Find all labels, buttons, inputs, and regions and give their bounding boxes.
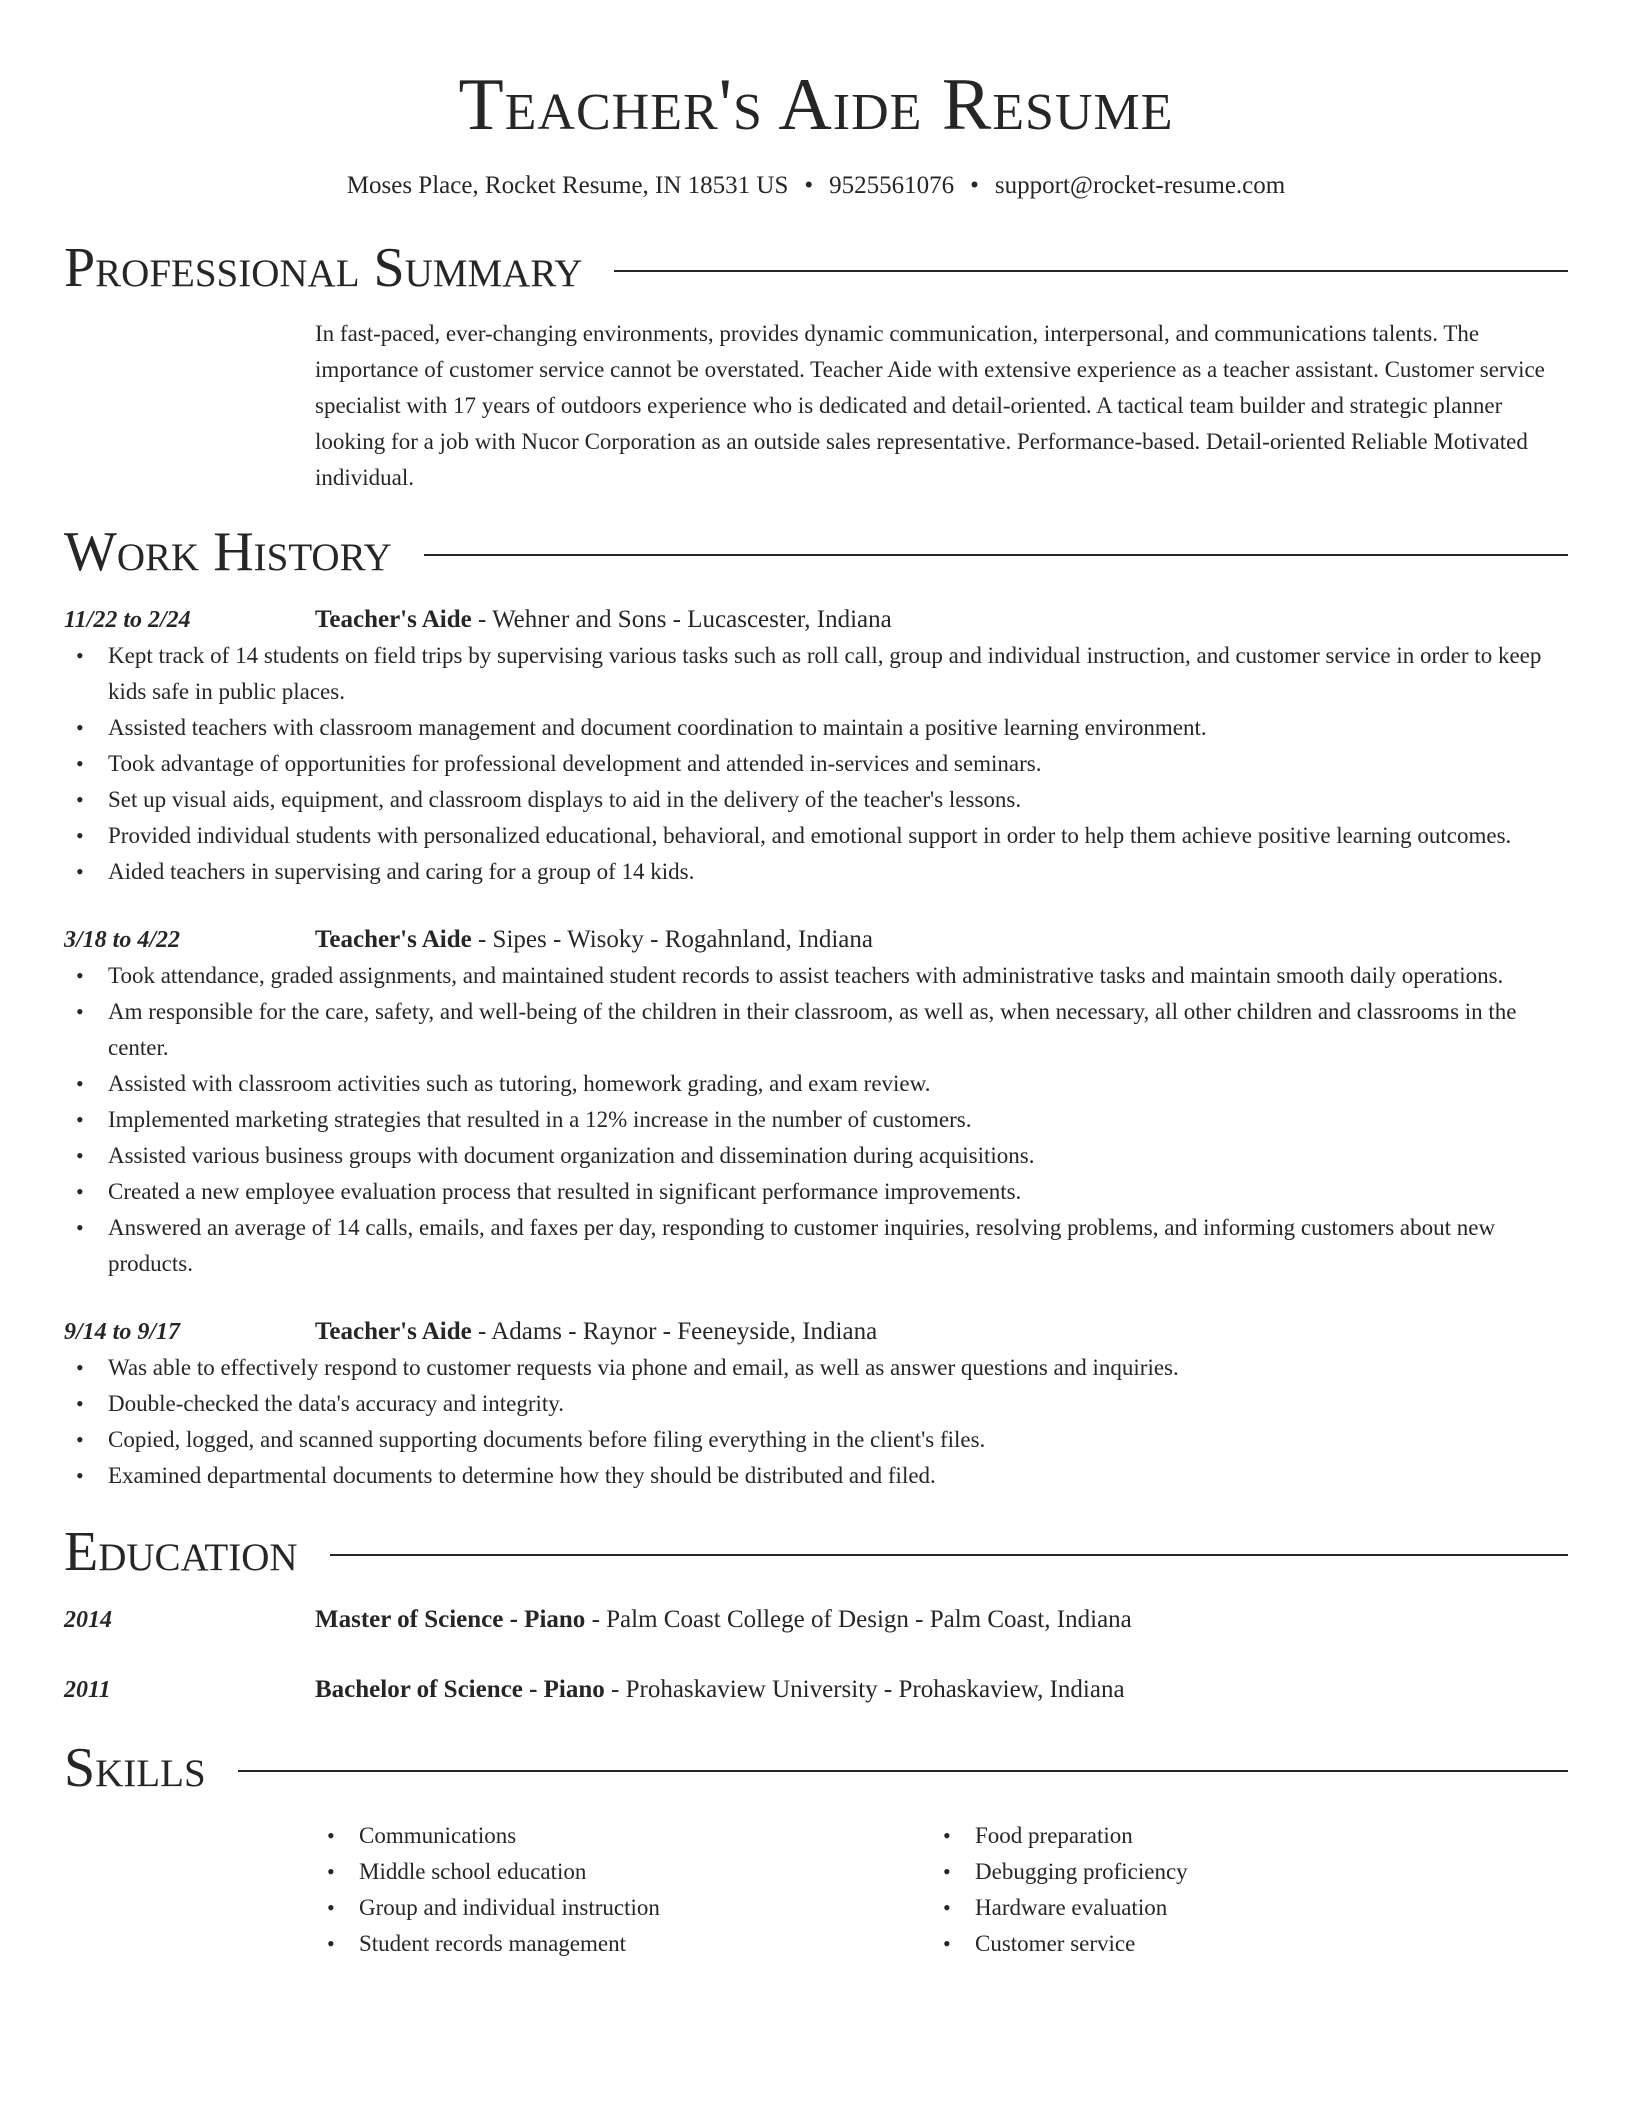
job-employer: - Adams - Raynor - Feeneyside, Indiana	[471, 1318, 878, 1345]
contact-separator: •	[804, 172, 814, 199]
list-item: • Took attendance, graded assignments, and maintained student records to assist teachers with administrative tasks and maintain smooth daily operations.	[64, 958, 1568, 994]
list-item: • Created a new employee evaluation process that resulted in significant performance improvements.	[64, 1174, 1568, 1210]
list-item: • Group and individual instruction	[315, 1890, 931, 1926]
list-item: • Double-checked the data's accuracy and integrity.	[64, 1386, 1568, 1422]
list-item: • Provided individual students with personalized educational, behavioral, and emotional support in order to help them achieve positive learning outcomes.	[64, 818, 1568, 854]
section-title-work: Work History	[64, 521, 392, 583]
list-item: • Food preparation	[931, 1818, 1547, 1854]
skills-list-right	[931, 1818, 1547, 1962]
section-divider	[330, 1554, 1568, 1556]
section-divider	[614, 270, 1568, 272]
education-year: 2011	[64, 1677, 111, 1703]
list-item: • Assisted teachers with classroom management and document coordination to maintain a positive learning environment.	[64, 710, 1568, 746]
education-heading	[315, 1672, 1125, 1708]
job-entry	[64, 922, 1568, 1282]
job-header	[64, 602, 1568, 638]
contact-line	[64, 170, 1568, 202]
list-item: • Took advantage of opportunities for professional development and attended in-services and seminars.	[64, 746, 1568, 782]
job-entry	[64, 1314, 1568, 1494]
job-bullet-list	[64, 958, 1568, 1282]
list-item: • Communications	[315, 1818, 931, 1854]
list-item: • Am responsible for the care, safety, and well-being of the children in their classroom, as well as, when necessary, all other children and classrooms in the center.	[64, 994, 1568, 1066]
section-header-work	[64, 520, 1568, 584]
contact-address: Moses Place, Rocket Resume, IN 18531 US	[346, 172, 789, 199]
contact-phone: 9525561076	[829, 172, 955, 199]
section-divider	[424, 554, 1568, 556]
list-item: • Implemented marketing strategies that resulted in a 12% increase in the number of customers.	[64, 1102, 1568, 1138]
job-title: Teacher's Aide	[315, 606, 472, 633]
list-item: • Hardware evaluation	[931, 1890, 1547, 1926]
job-header	[64, 1314, 1568, 1350]
list-item: • Student records management	[315, 1926, 931, 1962]
list-item: • Middle school education	[315, 1854, 931, 1890]
job-dates: 9/14 to 9/17	[64, 1319, 181, 1345]
section-title-skills: Skills	[64, 1737, 206, 1799]
skills-columns	[315, 1818, 1568, 1962]
job-dates: 11/22 to 2/24	[64, 607, 191, 633]
job-heading	[315, 602, 892, 638]
job-title: Teacher's Aide	[315, 926, 472, 953]
job-heading	[315, 1314, 877, 1350]
education-degree: Bachelor of Science - Piano	[315, 1676, 605, 1703]
list-item: • Debugging proficiency	[931, 1854, 1547, 1890]
job-bullet-list	[64, 1350, 1568, 1494]
list-item: • Answered an average of 14 calls, emails, and faxes per day, responding to customer inquiries, resolving problems, and informing customers about new products.	[64, 1210, 1568, 1282]
section-title-summary: Professional Summary	[64, 237, 583, 299]
job-title: Teacher's Aide	[315, 1318, 472, 1345]
list-item: • Assisted various business groups with document organization and dissemination during acquisitions.	[64, 1138, 1568, 1174]
list-item: • Was able to effectively respond to customer requests via phone and email, as well as answer questions and inquiries.	[64, 1350, 1568, 1386]
education-school: - Prohaskaview University - Prohaskaview, Indiana	[604, 1676, 1125, 1703]
summary-text: In fast-paced, ever-changing environments, provides dynamic communication, interpersonal, and communications talents. The importance of customer service cannot be overstated. Teacher Aide with extensive experience as a teacher assistant. Customer service specialist with 17 years of outdoors experience who is dedicated and detail-oriented. A tactical team builder and strategic planner looking for a job with Nucor Corporation as an outside sales representative. Performance-based. Detail-oriented Reliable Motivated individual.	[315, 321, 1545, 490]
job-heading	[315, 922, 873, 958]
list-item: • Copied, logged, and scanned supporting documents before filing everything in the client's files.	[64, 1422, 1568, 1458]
job-employer: - Wehner and Sons - Lucascester, Indiana	[471, 606, 892, 633]
list-item: • Aided teachers in supervising and caring for a group of 14 kids.	[64, 854, 1568, 890]
section-title-education: Education	[64, 1521, 298, 1583]
job-entry	[64, 602, 1568, 890]
list-item: • Set up visual aids, equipment, and classroom displays to aid in the delivery of the teacher's lessons.	[64, 782, 1568, 818]
list-item: • Customer service	[931, 1926, 1547, 1962]
list-item: • Assisted with classroom activities such as tutoring, homework grading, and exam review.	[64, 1066, 1568, 1102]
job-header	[64, 922, 1568, 958]
education-school: - Palm Coast College of Design - Palm Coast, Indiana	[585, 1606, 1132, 1633]
section-header-summary	[64, 236, 1568, 300]
job-dates: 3/18 to 4/22	[64, 927, 181, 953]
section-divider	[238, 1770, 1568, 1772]
education-entry	[64, 1672, 1568, 1708]
section-header-education	[64, 1520, 1568, 1584]
list-item: • Examined departmental documents to determine how they should be distributed and filed.	[64, 1458, 1568, 1494]
contact-separator: •	[970, 172, 979, 199]
education-year: 2014	[64, 1607, 112, 1633]
education-entry	[64, 1602, 1568, 1638]
education-heading	[315, 1602, 1132, 1638]
resume-title: Teacher's Aide Resume	[458, 64, 1174, 146]
job-bullet-list	[64, 638, 1568, 890]
contact-email: support@rocket-resume.com	[994, 172, 1286, 199]
section-header-skills	[64, 1736, 1568, 1800]
education-degree: Master of Science - Piano	[315, 1606, 586, 1633]
job-employer: - Sipes - Wisoky - Rogahnland, Indiana	[471, 926, 873, 953]
list-item: • Kept track of 14 students on field trips by supervising various tasks such as roll call, group and individual instruction, and customer service in order to keep kids safe in public places.	[64, 638, 1568, 710]
skills-list-left	[315, 1818, 931, 1962]
